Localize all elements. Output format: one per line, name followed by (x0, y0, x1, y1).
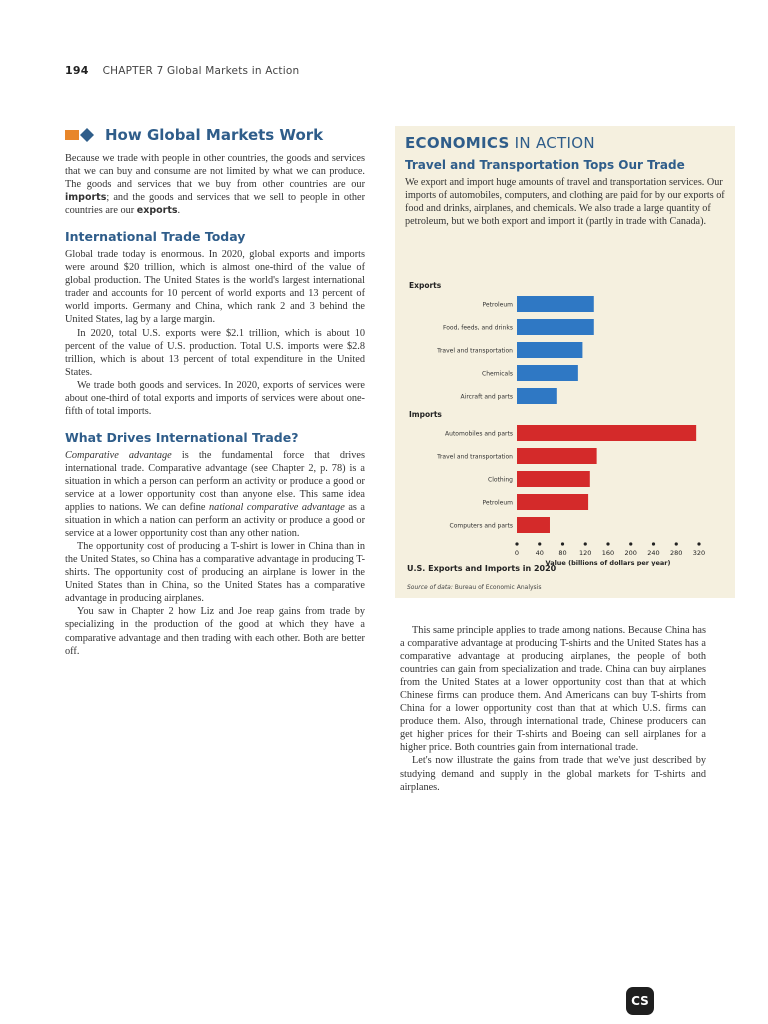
term-exports: exports (136, 205, 178, 217)
tick-label: 200 (624, 549, 637, 557)
export-bar (517, 388, 557, 404)
tick-mark (584, 542, 587, 545)
chart-svg (395, 276, 735, 566)
import-bar (517, 494, 588, 510)
export-bar (517, 296, 594, 312)
import-bar (517, 517, 550, 533)
export-bar (517, 365, 578, 381)
x-axis-label: Value (billions of dollars per year) (545, 559, 671, 566)
paragraph: You saw in Chapter 2 how Liz and Joe reap gains from trade by specializing in the production of the good at which they have a comparative advantage and then trading with each other. Both are better off. (65, 606, 365, 657)
paragraph: The opportunity cost of producing a T-shirt is lower in China than in the United States, so China has a comparative advantage in producing T-shirts. The opportunity cost of producing an airplane is lower in the United States than in China, so the United States has a comparative advantage in producing airplanes. (65, 541, 365, 605)
eia-title: Travel and Transportation Tops Our Trade (405, 158, 685, 172)
category-label: Clothing (488, 476, 513, 484)
tick-label: 320 (692, 549, 706, 557)
tick-mark (629, 542, 632, 545)
chart-caption: U.S. Exports and Imports in 2020 (407, 564, 557, 573)
tick-mark (515, 542, 518, 545)
tick-mark (606, 542, 609, 545)
tick-label: 80 (558, 549, 567, 557)
section-title-text: How Global Markets Work (105, 126, 324, 144)
paragraph: Global trade today is enormous. In 2020, global exports and imports were around $20 trillion, which is almost one-third of the value of global production. The United States is the world's largest international trader and accounts for 10 percent of world exports and 13 percent of world imports. Germany and China, which rank 2 and 3 behind the United States, lag by a large margin. (65, 249, 365, 326)
section-title (65, 126, 365, 144)
eia-text: We export and import huge amounts of travel and transportation services. Our imports of automobiles, computers, and clothing are paid for by our exports of food and drinks, airplanes, and chemicals. We also trade a large quantity of petroleum, but we both export and import it (partly in trade with Canada). (405, 177, 725, 227)
tick-label: 160 (601, 549, 615, 557)
subheading-trade-today: International Trade Today (65, 229, 246, 245)
group-label-exports: Exports (409, 281, 442, 290)
category-label: Travel and transportation (437, 453, 513, 461)
left-column (65, 126, 365, 658)
category-label: Chemicals (482, 370, 513, 378)
tick-mark (675, 542, 678, 545)
tick-mark (538, 542, 541, 545)
camscanner-badge: CS (626, 987, 654, 1015)
category-label: Petroleum (482, 499, 513, 507)
tick-mark (561, 542, 564, 545)
trade-bar-chart (395, 276, 735, 576)
tick-mark (652, 542, 655, 545)
term-national-comparative-advantage: national comparative advantage (209, 502, 345, 514)
export-bar (517, 342, 582, 358)
tick-label: 0 (514, 549, 520, 557)
paragraph: We trade both goods and services. In 2020, exports of services were about one-third of total exports and imports of services were about one-fifth of total imports. (65, 379, 365, 417)
intro-paragraph: Because we trade with people in other countries, the goods and services that we can buy and consume are not limited by what we can produce. The goods and services that we buy from other countries are our imports; and the goods and services that we sell to people in other countries are our exports. (65, 153, 365, 217)
subheading-drives-trade: What Drives International Trade? (65, 429, 299, 445)
paragraph: Comparative advantage is the fundamental force that drives international trade. Comparative advantage (see Chapter 2, p. 78) is a situation in which a person can perform an activity or produce a good or service at a lower opportunity cost than anyone else. This same idea applies to nations. We can define national comparative advantage as a situation in which a nation can perform an activity or produce a good or service at a lower opportunity cost than any other nation. (65, 449, 366, 540)
category-label: Food, feeds, and drinks (443, 324, 513, 332)
tick-label: 280 (670, 549, 683, 557)
paragraph: This same principle applies to trade among nations. Because China has a comparative advantage at producing T-shirts and the United States has a comparative advantage at producing airplanes, the people of both countries can gain from specialization and trade. China can buy airplanes from the United States at a lower opportunity cost than that at which Chinese firms can produce them. And Americans can buy T-shirts from China for a lower opportunity cost than that at which U.S. firms can produce them. Also, through international trade, Chinese producers can get higher prices for their T-shirts and Boeing can sell airplanes for a higher price. Both countries gain from international trade. (400, 625, 706, 754)
page-number: 194 (65, 64, 89, 77)
eia-kicker: ECONOMICS IN ACTION (405, 134, 595, 152)
paragraph: Let's now illustrate the gains from trade that we've just described by studying demand and supply in the global markets for T-shirts and airplanes. (400, 755, 706, 793)
category-label: Computers and parts (449, 522, 513, 530)
category-label: Automobiles and parts (445, 430, 513, 438)
category-label: Aircraft and parts (460, 393, 513, 401)
tick-mark (697, 542, 700, 545)
paragraph: In 2020, total U.S. exports were $2.1 trillion, which is about 10 percent of the value of U.S. production. Total U.S. imports were $2.8 trillion, which is about 13 percent of total expenditure in the United States. (65, 327, 365, 378)
tick-label: 40 (535, 549, 544, 557)
category-label: Petroleum (482, 301, 513, 309)
running-header (65, 64, 299, 77)
tick-label: 120 (579, 549, 592, 557)
category-label: Travel and transportation (437, 347, 513, 355)
right-column (400, 624, 706, 794)
import-bar (517, 425, 696, 441)
diamond-marker-icon (65, 128, 99, 142)
export-bar (517, 319, 594, 335)
chart-source: Source of data: Bureau of Economic Analysis (407, 584, 542, 591)
import-bar (517, 448, 597, 464)
economics-in-action-box (395, 126, 735, 598)
term-comparative-advantage: Comparative advantage (65, 449, 172, 461)
running-head: CHAPTER 7 Global Markets in Action (102, 65, 300, 77)
term-imports: imports (65, 192, 107, 204)
import-bar (517, 471, 590, 487)
tick-label: 240 (647, 549, 660, 557)
group-label-imports: Imports (409, 410, 442, 419)
